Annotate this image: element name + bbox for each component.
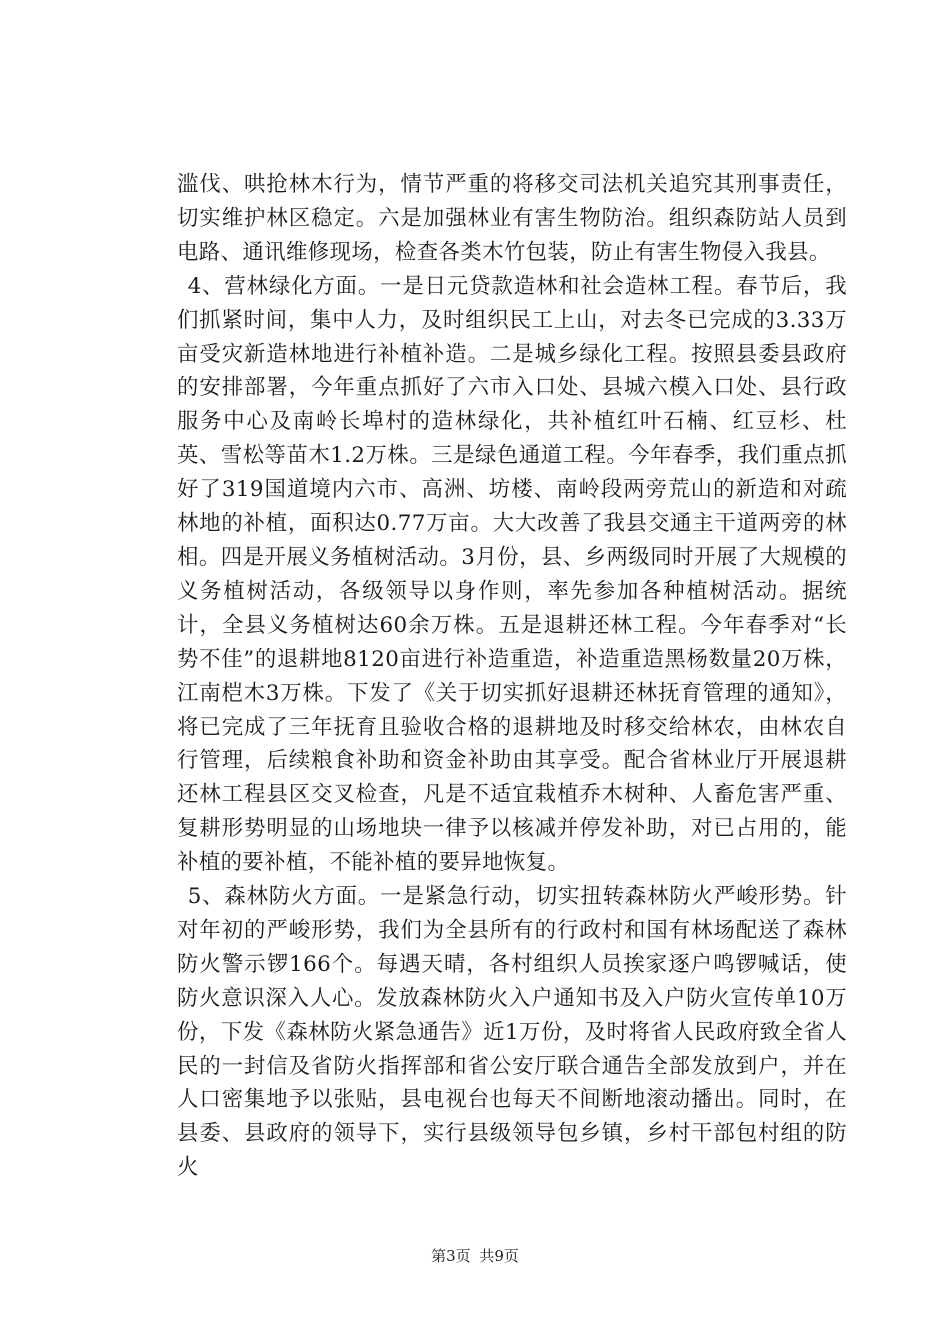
- page-footer: [0, 1246, 950, 1266]
- paragraph-fire-prevention: 5、森林防火方面。一是紧急行动，切实扭转森林防火严峻形势。针对年初的严峻形势，我们为全县所有的行政村和国有林场配送了森林防火警示锣166个。每遇天晴，各村组织人员挨家逐户鸣锣喊话，使防火意识深入人心。发放森林防火入户通知书及入户防火宣传单10万份，下发《森林防火紧急通告》近1万份，及时将省人民政府致全省人民的一封信及省防火指挥部和省公安厅联合通告全部发放到户，并在人口密集地予以张贴，县电视台也每天不间断地滚动播出。同时，在县委、县政府的领导下，实行县级领导包乡镇，乡村干部包村组的防火: [177, 884, 847, 1181]
- page-number: 第3页: [431, 1247, 471, 1265]
- paragraph-continuation: 滥伐、哄抢林木行为，情节严重的将移交司法机关追究其刑事责任，切实维护林区稳定。六是加强林业有害生物防治。组织森防站人员到电路、通讯维修现场，检查各类木竹包装，防止有害生物侵入我县。: [177, 172, 847, 265]
- paragraph-afforestation: 4、营林绿化方面。一是日元贷款造林和社会造林工程。春节后，我们抓紧时间，集中人力，及时组织民工上山，对去冬已完成的3.33万亩受灾新造林地进行补植补造。二是城乡绿化工程。按照县委县政府的安排部署，今年重点抓好了六市入口处、县城六模入口处、县行政服务中心及南岭长埠村的造林绿化，共补植红叶石楠、红豆杉、杜英、雪松等苗木1.2万株。三是绿色通道工程。今年春季，我们重点抓好了319国道境内六市、高洲、坊楼、南岭段两旁荒山的新造和对疏林地的补植，面积达0.77万亩。大大改善了我县交通主干道两旁的林相。四是开展义务植树活动。3月份，县、乡两级同时开展了大规模的义务植树活动，各级领导以身作则，率先参加各种植树活动。据统计，全县义务植树达60余万株。五是退耕还林工程。今年春季对“长势不佳”的退耕地8120亩进行补造重造，补造重造黑杨数量20万株，江南桤木3万株。下发了《关于切实抓好退耕还林抚育管理的通知》，将已完成了三年抚育且验收合格的退耕地及时移交给林农，由林农自行管理，后续粮食补助和资金补助由其享受。配合省林业厅开展退耕还林工程县区交叉检查，凡是不适宜栽植乔木树种、人畜危害严重、复耕形势明显的山场地块一律予以核减并停发补助，对已占用的，能补植的要补植，不能补植的要异地恢复。: [177, 273, 847, 876]
- page-total: 共9页: [479, 1247, 519, 1265]
- document-body: [177, 168, 847, 1185]
